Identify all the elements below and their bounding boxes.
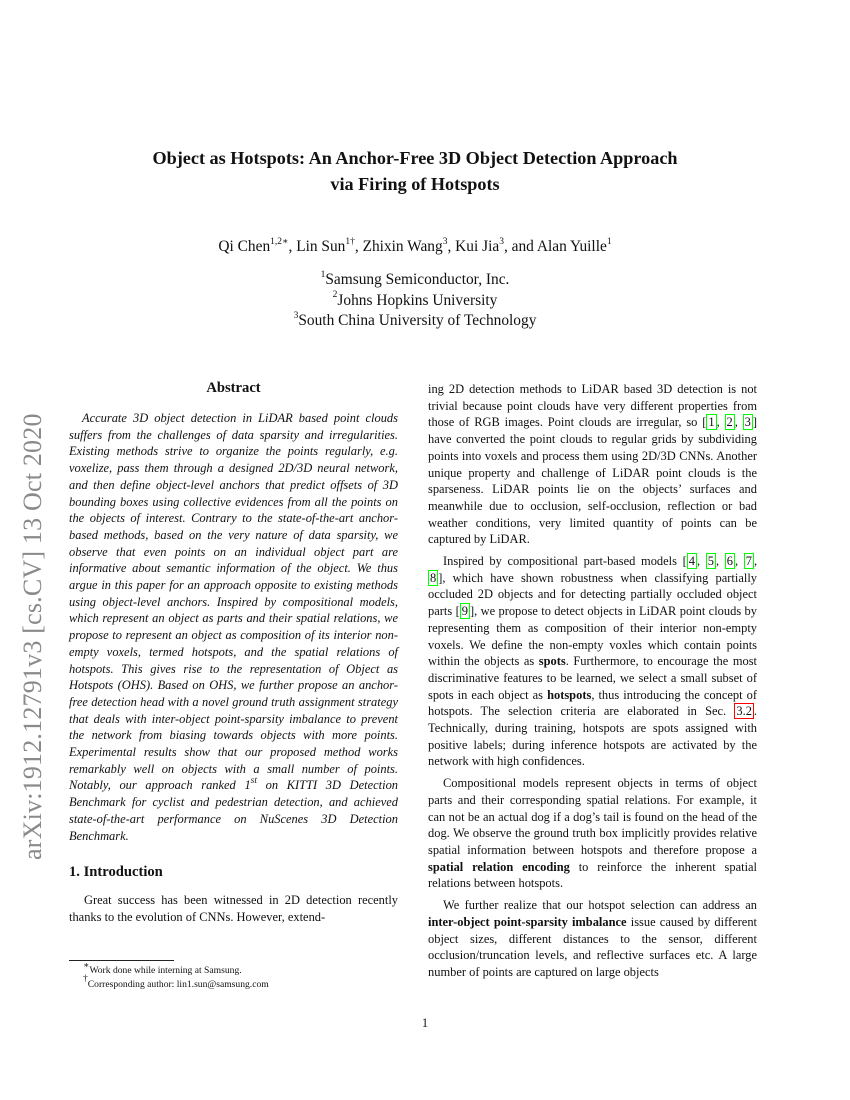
author-list	[100, 236, 730, 258]
citation-link[interactable]: 6	[726, 554, 733, 569]
affiliation: $^1$Samsung Semiconductor, Inc.	[320, 269, 510, 288]
abstract-body: Accurate 3D object detection in LiDAR based point clouds suffers from the challenges of data sparsity and irregularities. Existing methods strive to organize the points regularly, e.g. voxelize, pass them through a designed 2D/3D neural network, and then define object-level anchors that predict offsets of 3D bounding boxes using collective evidences from all the points on the objects of interest. Contrary to the state-of-the-art anchor-based methods, based on the very nature of data sparsity, we observe that even points on an individual object part are informative about semantic information of the object. We thus argue in this paper for an approach opposite to existing methods using object-level anchors. Inspired by compositional models, which represent an object as parts and their spatial relations, we propose to represent an object as composition of its interior non-empty voxels, termed hotspots, and the spatial relations of hotspots. This gives rise to the representation of Object as Hotspots (OHS). Based on OHS, we further propose an anchor-free detection head with a novel ground truth assignment strategy that deals with inter-object point-sparsity imbalance to prevent the network from biasing towards objects with more points. Experimental results show that our proposed method works remarkably well on objects with a small number of points. Notably, our approach ranked 1st on KITTI 3D Detection Benchmark for cyclist and pedestrian detection, and achieved state-of-the-art performance on NuScenes 3D Detection Benchmark.	[69, 411, 399, 843]
left-column	[69, 378, 398, 931]
citation-link[interactable]: 8	[430, 570, 437, 585]
paper-title	[100, 145, 730, 197]
section-link[interactable]: 3.2	[736, 704, 752, 719]
body-paragraph-1: ing 2D detection methods to LiDAR based 3D detection is not trivial because point clouds have very different properties from those of RGB images. Point clouds are irregular, so [ 1 , 2 , 3 ] have converted the point clouds to regular grids by subdividing points into voxels and process them using 2D/3D CNNs. Another unique property and challenge of LiDAR point clouds is the sparseness. LiDAR points lie on the objects’ surfaces and meanwhile due to occlusion, self-occlusion, reflection or bad weather conditions, very limited quantity of points can be captured by LiDAR.	[428, 382, 758, 547]
citation-link[interactable]: 1	[708, 415, 715, 430]
citation-link[interactable]: 3	[744, 415, 751, 430]
term-spatial-relation-encoding: spatial relation encoding	[428, 859, 570, 874]
term-point-sparsity-imbalance: inter-object point-sparsity imbalance	[428, 914, 627, 929]
title-line-2: via Firing of Hotspots	[330, 174, 500, 194]
citation-link[interactable]: 4	[688, 554, 695, 569]
intro-paragraph: Great success has been witnessed in 2D detection recently thanks to the evolution of CNNs. However, extend-	[69, 893, 398, 924]
author: Alan Yuille$^1$	[536, 236, 612, 255]
citation-link[interactable]: 9	[461, 604, 468, 619]
body-paragraph-3: Compositional models represent objects in terms of object parts and their corresponding spatial relations. For example, it can not be an actual dog if a dog’s tail is found on the head of the dog. We observe the ground truth box implicitly provides relative spatial information between hotspots and therefore propose a spatial relation encoding to reinforce the inherent spatial relations between hotspots.	[428, 776, 758, 891]
citation-group: [ 1 , 2 , 3 ]	[702, 415, 758, 430]
page-number: 1	[421, 1016, 429, 1030]
citation-link[interactable]: 2	[726, 415, 733, 430]
term-spots: spots	[538, 654, 566, 669]
author: Qi Chen$^{1,2∗}$,	[218, 236, 297, 255]
citation-group: [ 4 , 5 , 6 , 7 , 8 ]	[430, 554, 758, 585]
citation-link[interactable]: 7	[745, 554, 752, 569]
affiliation-list	[100, 270, 730, 332]
author: Lin Sun$^{1\dagger}$,	[296, 236, 363, 255]
introduction-heading: 1. Introduction	[69, 864, 163, 881]
right-column	[428, 381, 757, 986]
rank-ordinal: 1st	[244, 776, 257, 793]
author: Zhixin Wang$^3$,	[362, 236, 456, 255]
title-line-1: Object as Hotspots: An Anchor-Free 3D Object Detection Approach	[152, 148, 678, 168]
footnote: ∗Work done while interning at Samsung.	[83, 960, 242, 976]
abstract-heading: Abstract	[206, 380, 261, 396]
arxiv-identifier: arXiv:1912.12791v3 [cs.CV] 13 Oct 2020	[18, 413, 47, 860]
term-hotspots: hotspots	[547, 687, 592, 702]
footnotes	[69, 960, 398, 991]
footnote: †Corresponding author: lin1.sun@samsung.com	[83, 974, 269, 990]
affiliation: $^2$Johns Hopkins University	[332, 290, 498, 309]
author: Kui Jia$^3$, and	[455, 236, 537, 255]
citation-link[interactable]: 5	[707, 554, 714, 569]
affiliation: $^3$South China University of Technology	[293, 310, 537, 329]
body-paragraph-2: Inspired by compositional part-based models [ 4 , 5 , 6 , 7 , 8 ], which have shown robustness when classifying partially occluded 2D objects and for detecting partially occluded object parts [ 9 ], we propose to detect objects in LiDAR point clouds by representing them as composition of their interior non-empty voxels. We define the non-empty voxles which contain points within the objects as spots. Furthermore, to encourage the most discriminative features to be learned, we select a small subset of spots in each object as hotspots, thus introducing the concept of hotspots. The selection criteria are elaborated in Sec. 3.2 . Technically, during training, hotspots are spots assigned with positive labels; during inference hotspots are activated by the network with high confidences.	[428, 554, 758, 769]
body-paragraph-4: We further realize that our hotspot selection can address an inter-object point-sparsity imbalance issue caused by different object sizes, different distances to the sensor, different occlusion/truncation levels, and reflective surfaces etc. A large number of points are captured on large objects	[428, 898, 757, 979]
